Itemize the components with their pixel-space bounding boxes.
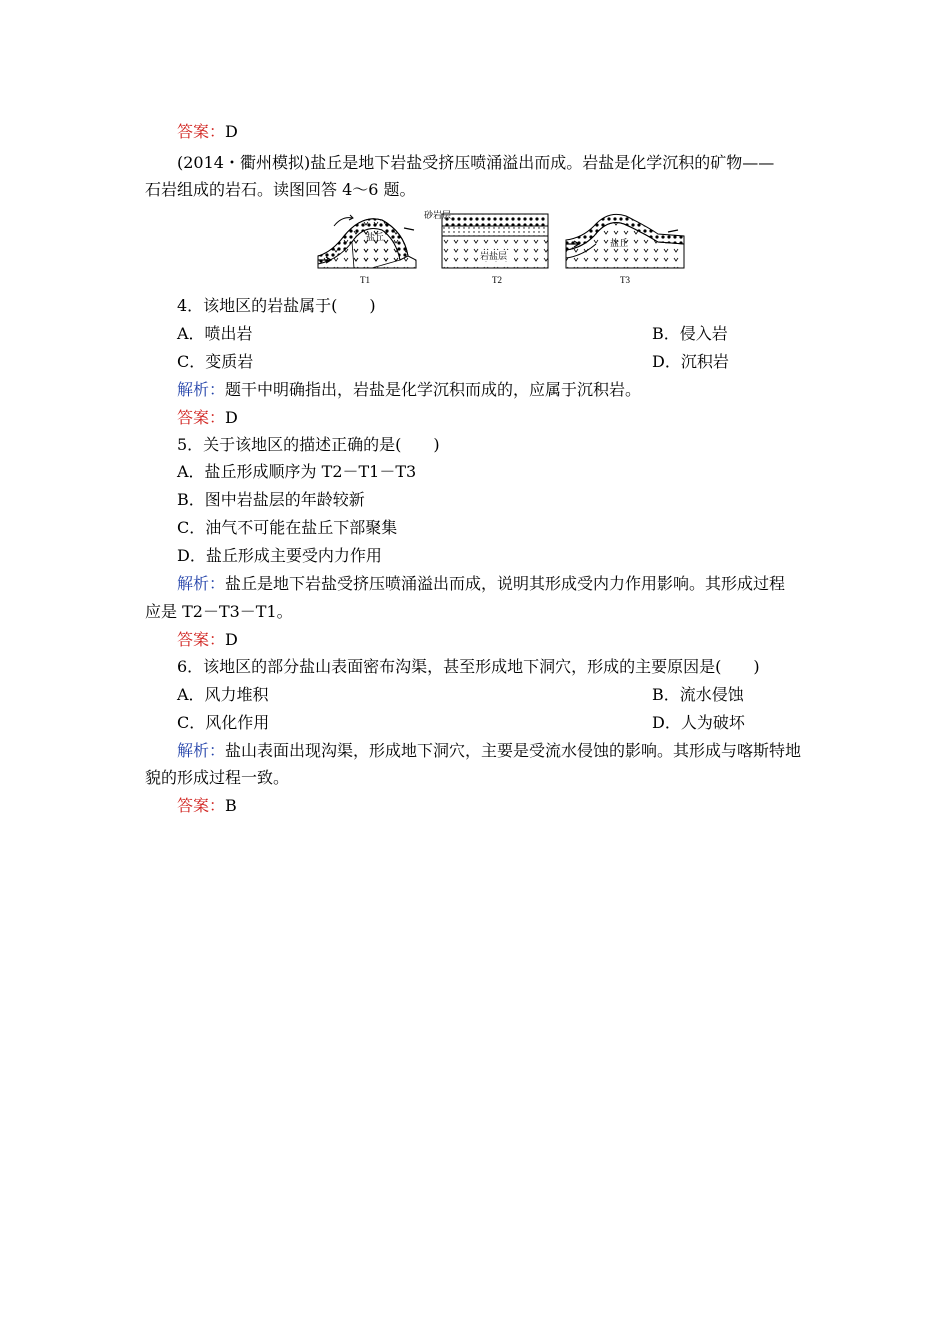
q6-options-row-2 <box>177 713 745 733</box>
q5-answer-value: D <box>225 630 238 649</box>
q6-stem: 6．该地区的部分盐山表面密布沟渠，甚至形成地下洞穴，形成的主要原因是( ) <box>177 657 760 676</box>
q4-option-d: D．沉积岩 <box>652 352 729 371</box>
q4-option-c: C．变质岩 <box>177 352 254 371</box>
caption-t2: T2 <box>492 275 502 285</box>
stem-line-2: 石岩组成的岩石。读图回答 4～6 题。 <box>145 180 416 199</box>
analysis-label: 解析： <box>177 380 226 399</box>
q4-options-row-1 <box>177 324 728 344</box>
q4-option-b: B．侵入岩 <box>652 324 728 343</box>
q4-answer-value: D <box>225 408 238 427</box>
q5-stem: 5．关于该地区的描述正确的是( ) <box>177 435 440 454</box>
q5-option-b: B．图中岩盐层的年龄较新 <box>177 490 365 509</box>
stem-line-1: (2014・衢州模拟)盐丘是地下岩盐受挤压喷涌溢出而成。岩盐是化学沉积的矿物—— <box>177 153 775 172</box>
q5-option-a: A．盐丘形成顺序为 T2－T1－T3 <box>177 462 417 481</box>
answer-label: 答案： <box>177 796 226 815</box>
diagram-t3 <box>566 214 684 285</box>
q5-analysis <box>177 574 785 594</box>
q4-analysis <box>177 380 641 400</box>
q6-analysis-text-1: 盐山表面出现沟渠，形成地下洞穴，主要是受流水侵蚀的影响。其形成与喀斯特地 <box>225 741 802 760</box>
caption-t1: T1 <box>360 275 370 285</box>
diagram-t2 <box>424 210 548 285</box>
analysis-label: 解析： <box>177 574 226 593</box>
answer-label: 答案： <box>177 122 226 141</box>
answer-label: 答案： <box>177 630 226 649</box>
q4-option-a: A．喷出岩 <box>177 324 253 343</box>
q4-answer <box>177 408 238 428</box>
q4-options-row-2 <box>177 352 729 372</box>
q6-answer-value: B <box>225 796 237 815</box>
q5-option-d: D．盐丘形成主要受内力作用 <box>177 546 382 565</box>
q6-answer <box>177 796 237 816</box>
q6-option-a: A．风力堆积 <box>177 685 269 704</box>
diagram-t1 <box>318 215 416 285</box>
t1-label: 盐丘 <box>366 232 385 242</box>
q6-analysis-text-2: 貌的形成过程一致。 <box>145 768 290 787</box>
q6-option-d: D．人为破坏 <box>652 713 745 732</box>
salt-dome-figure <box>312 210 690 286</box>
q5-analysis-text-1: 盐丘是地下岩盐受挤压喷涌溢出而成，说明其形成受内力作用影响。其形成过程 <box>225 574 786 593</box>
q6-option-b: B．流水侵蚀 <box>652 685 744 704</box>
caption-t3: T3 <box>620 275 630 285</box>
q5-option-c: C．油气不可能在盐丘下部聚集 <box>177 518 398 537</box>
answer-value: D <box>225 122 238 141</box>
q6-analysis <box>177 741 801 761</box>
q6-option-c: C．风化作用 <box>177 713 270 732</box>
t2-salt-label: 岩盐层 <box>480 251 508 261</box>
q5-answer <box>177 630 238 650</box>
q6-options-row-1 <box>177 685 744 705</box>
analysis-label: 解析： <box>177 741 226 760</box>
q4-analysis-text: 题干中明确指出，岩盐是化学沉积而成的，应属于沉积岩。 <box>225 380 642 399</box>
t2-layer-label: 砂岩层 <box>424 210 452 220</box>
prev-answer-line <box>177 122 238 142</box>
q5-analysis-text-2: 应是 T2－T3－T1。 <box>145 602 293 621</box>
t3-label: 盐丘 <box>610 238 629 248</box>
q4-stem: 4．该地区的岩盐属于( ) <box>177 296 376 315</box>
answer-label: 答案： <box>177 408 226 427</box>
